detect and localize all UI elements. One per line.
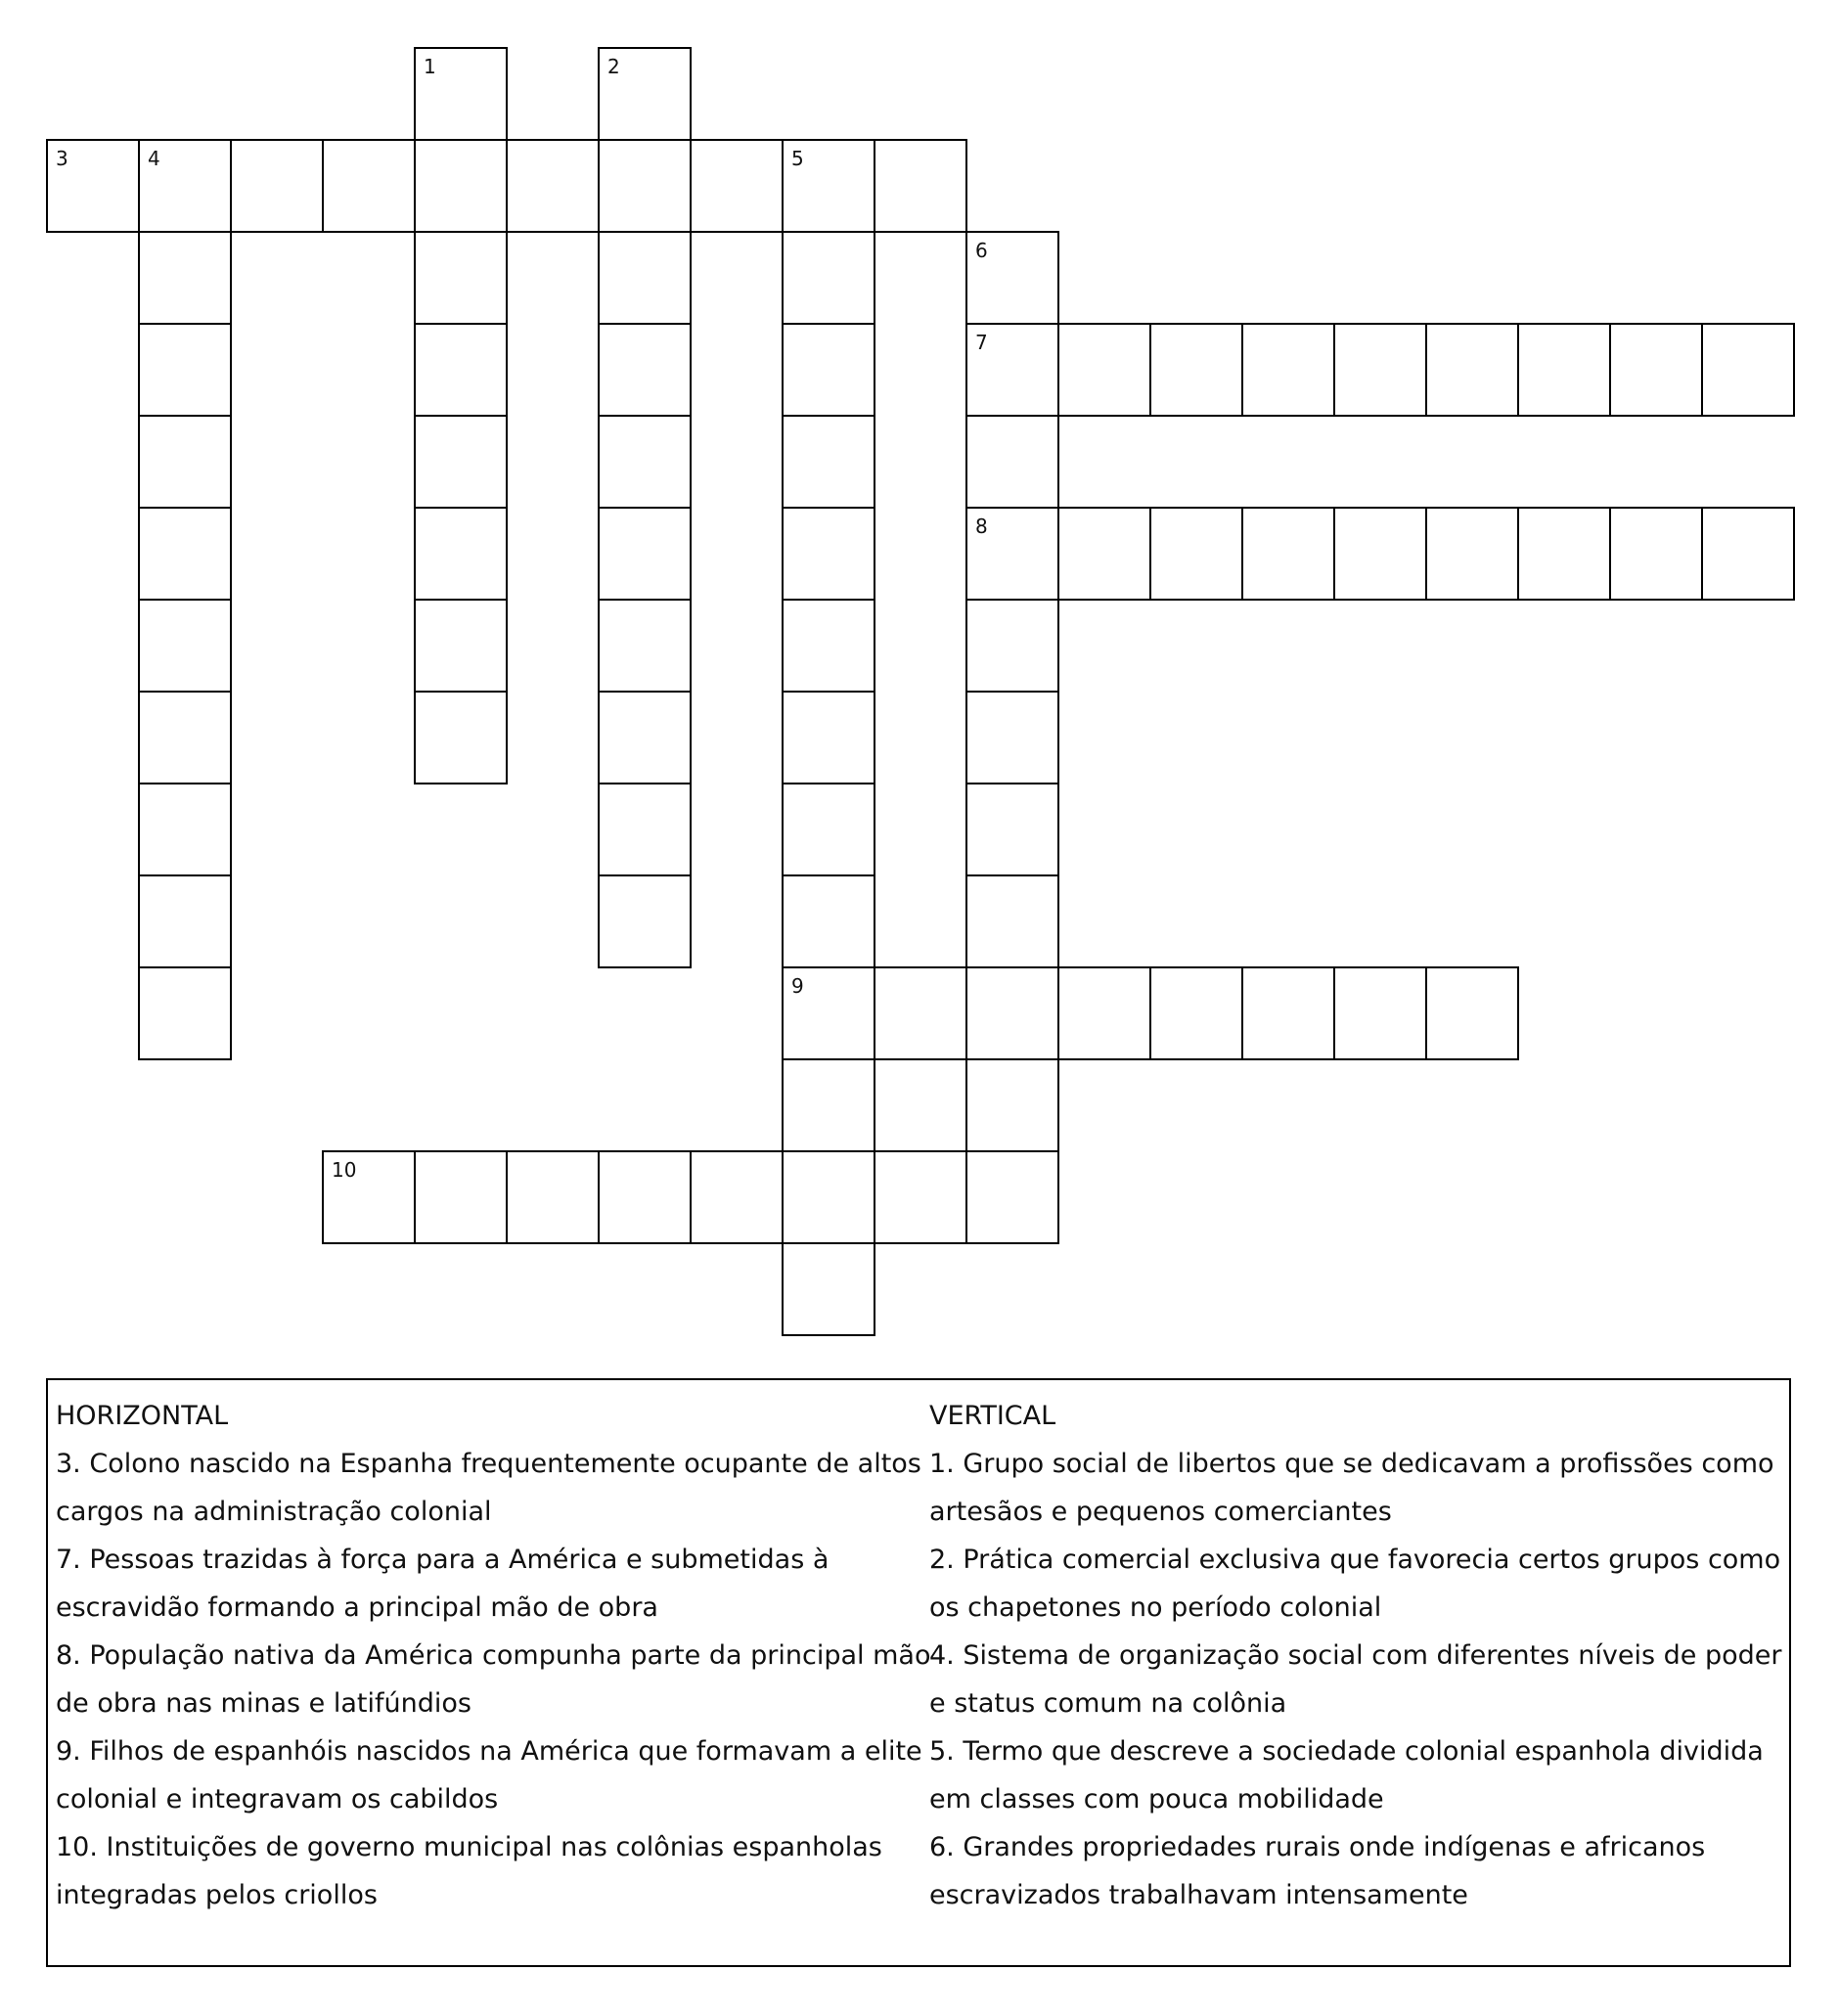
clue-number: 9 <box>791 974 804 998</box>
grid-cell[interactable] <box>322 139 416 233</box>
clue-number: 4 <box>148 147 160 170</box>
grid-cell[interactable] <box>965 323 1059 417</box>
grid-cell[interactable] <box>1241 966 1335 1060</box>
grid-cell[interactable] <box>598 47 692 141</box>
grid-cell[interactable] <box>782 1058 875 1152</box>
grid-cell[interactable] <box>598 1150 692 1244</box>
grid-cell[interactable] <box>782 1150 875 1244</box>
grid-cell[interactable] <box>1517 507 1611 601</box>
clue-vertical-2: 2. Prática comercial exclusiva que favorecia certos grupos como os chapetones no período colonial <box>929 1545 1781 1623</box>
grid-cell[interactable] <box>1149 507 1243 601</box>
grid-cell[interactable] <box>1425 323 1519 417</box>
clue-number: 3 <box>56 147 68 170</box>
grid-cell[interactable] <box>598 691 692 784</box>
clue-number: 1 <box>424 55 436 78</box>
clue-number: 7 <box>975 331 988 354</box>
grid-cell[interactable] <box>965 691 1059 784</box>
grid-cell[interactable] <box>1241 507 1335 601</box>
grid-cell[interactable] <box>598 323 692 417</box>
vertical-clues <box>929 1392 1790 1919</box>
grid-cell[interactable] <box>414 415 508 509</box>
grid-cell[interactable] <box>414 47 508 141</box>
grid-cell[interactable] <box>1425 966 1519 1060</box>
grid-cell[interactable] <box>1609 507 1703 601</box>
clue-number: 2 <box>607 55 620 78</box>
clue-horizontal-7: 7. Pessoas trazidas à força para a América e submetidas à escravidão formando a principal mão de obra <box>56 1545 830 1623</box>
grid-cell[interactable] <box>965 507 1059 601</box>
grid-cell[interactable] <box>598 231 692 325</box>
grid-cell[interactable] <box>1333 323 1427 417</box>
grid-cell[interactable] <box>1701 507 1795 601</box>
grid-cell[interactable] <box>138 415 232 509</box>
grid-cell[interactable] <box>138 691 232 784</box>
clues-box <box>46 1378 1791 1967</box>
grid-cell[interactable] <box>1333 507 1427 601</box>
grid-cell[interactable] <box>138 599 232 693</box>
grid-cell[interactable] <box>598 783 692 876</box>
grid-cell[interactable] <box>138 783 232 876</box>
grid-cell[interactable] <box>414 691 508 784</box>
grid-cell[interactable] <box>965 874 1059 968</box>
grid-cell[interactable] <box>1149 323 1243 417</box>
grid-cell[interactable] <box>506 139 600 233</box>
grid-cell[interactable] <box>414 231 508 325</box>
grid-cell[interactable] <box>782 1242 875 1336</box>
grid-cell[interactable] <box>1057 966 1151 1060</box>
grid-cell[interactable] <box>690 1150 784 1244</box>
grid-cell[interactable] <box>1425 507 1519 601</box>
grid-cell[interactable] <box>598 415 692 509</box>
grid-cell[interactable] <box>782 783 875 876</box>
grid-cell[interactable] <box>414 139 508 233</box>
vertical-title: VERTICAL <box>929 1401 1056 1431</box>
grid-cell[interactable] <box>1333 966 1427 1060</box>
clue-horizontal-10: 10. Instituições de governo municipal nas colônias espanholas integradas pelos criollos <box>56 1832 882 1910</box>
grid-cell[interactable] <box>782 874 875 968</box>
clue-horizontal-9: 9. Filhos de espanhóis nascidos na América que formavam a elite colonial e integravam os cabildos <box>56 1736 922 1814</box>
grid-cell[interactable] <box>690 139 784 233</box>
grid-cell[interactable] <box>965 966 1059 1060</box>
clue-vertical-6: 6. Grandes propriedades rurais onde indígenas e africanos escravizados trabalhavam intensamente <box>929 1832 1706 1910</box>
clue-number: 8 <box>975 515 988 538</box>
grid-cell[interactable] <box>965 1058 1059 1152</box>
grid-cell[interactable] <box>138 139 232 233</box>
clue-horizontal-8: 8. População nativa da América compunha parte da principal mão de obra nas minas e latifúndios <box>56 1640 931 1719</box>
grid-cell[interactable] <box>138 231 232 325</box>
grid-cell[interactable] <box>598 139 692 233</box>
clue-horizontal-3: 3. Colono nascido na Espanha frequentemente ocupante de altos cargos na administração colonial <box>56 1449 921 1527</box>
grid-cell[interactable] <box>782 323 875 417</box>
horizontal-clues <box>56 1392 936 1919</box>
grid-cell[interactable] <box>1149 966 1243 1060</box>
grid-cell[interactable] <box>1057 507 1151 601</box>
grid-cell[interactable] <box>598 874 692 968</box>
grid-cell[interactable] <box>874 139 967 233</box>
clue-number: 10 <box>332 1158 357 1182</box>
grid-cell[interactable] <box>965 231 1059 325</box>
clue-vertical-4: 4. Sistema de organização social com diferentes níveis de poder e status comum na colônia <box>929 1640 1782 1719</box>
grid-cell[interactable] <box>782 231 875 325</box>
grid-cell[interactable] <box>874 966 967 1060</box>
grid-cell[interactable] <box>782 691 875 784</box>
grid-cell[interactable] <box>1609 323 1703 417</box>
grid-cell[interactable] <box>1241 323 1335 417</box>
grid-cell[interactable] <box>322 1150 416 1244</box>
grid-cell[interactable] <box>598 599 692 693</box>
grid-cell[interactable] <box>965 783 1059 876</box>
grid-cell[interactable] <box>46 139 140 233</box>
grid-cell[interactable] <box>782 507 875 601</box>
grid-cell[interactable] <box>1057 323 1151 417</box>
grid-cell[interactable] <box>414 599 508 693</box>
grid-cell[interactable] <box>965 599 1059 693</box>
grid-cell[interactable] <box>138 874 232 968</box>
grid-cell[interactable] <box>414 507 508 601</box>
grid-cell[interactable] <box>782 139 875 233</box>
clue-number: 6 <box>975 239 988 262</box>
grid-cell[interactable] <box>506 1150 600 1244</box>
grid-cell[interactable] <box>874 1150 967 1244</box>
grid-cell[interactable] <box>965 1150 1059 1244</box>
grid-cell[interactable] <box>230 139 324 233</box>
grid-cell[interactable] <box>965 415 1059 509</box>
grid-cell[interactable] <box>782 599 875 693</box>
grid-cell[interactable] <box>782 966 875 1060</box>
grid-cell[interactable] <box>1701 323 1795 417</box>
grid-cell[interactable] <box>138 966 232 1060</box>
grid-cell[interactable] <box>598 507 692 601</box>
horizontal-title: HORIZONTAL <box>56 1401 229 1431</box>
grid-cell[interactable] <box>414 323 508 417</box>
grid-cell[interactable] <box>874 1058 967 1152</box>
clue-vertical-5: 5. Termo que descreve a sociedade colonial espanhola dividida em classes com pouca mobilidade <box>929 1736 1764 1814</box>
grid-cell[interactable] <box>782 415 875 509</box>
clue-number: 5 <box>791 147 804 170</box>
grid-cell[interactable] <box>414 1150 508 1244</box>
grid-cell[interactable] <box>138 507 232 601</box>
grid-cell[interactable] <box>138 323 232 417</box>
grid-cell[interactable] <box>1517 323 1611 417</box>
clue-vertical-1: 1. Grupo social de libertos que se dedicavam a profissões como artesãos e pequenos comerciantes <box>929 1449 1774 1527</box>
